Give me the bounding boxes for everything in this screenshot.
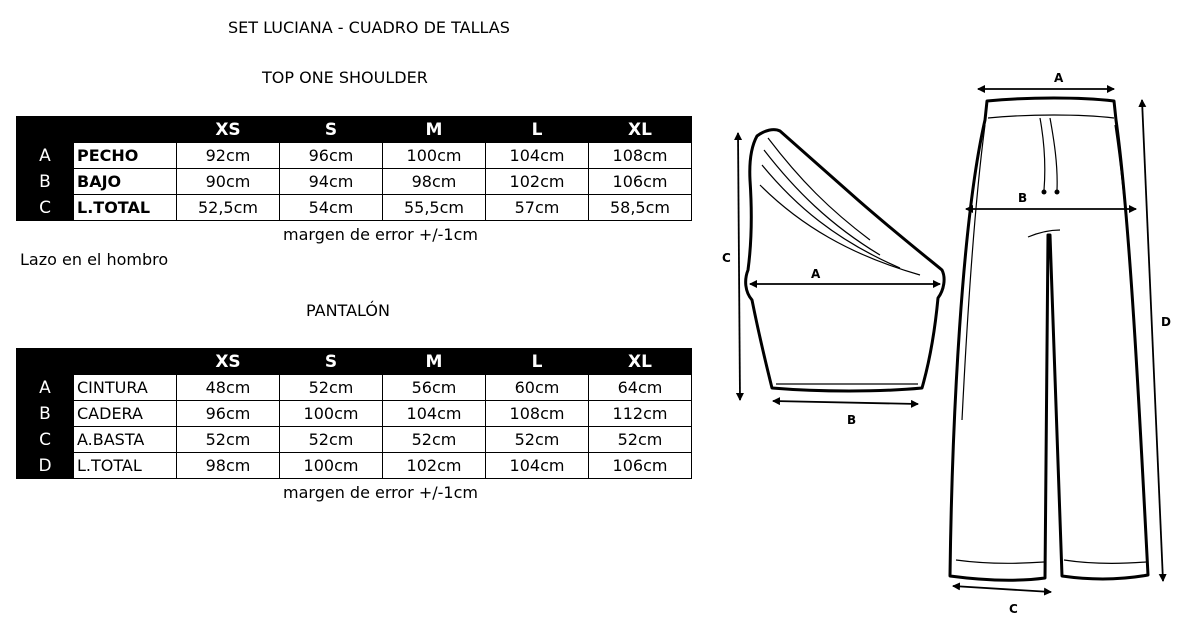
row-label: CINTURA — [74, 375, 177, 401]
pants-section-title: PANTALÓN — [306, 301, 390, 320]
pants-label-d: D — [1161, 315, 1171, 329]
page-title: SET LUCIANA - CUADRO DE TALLAS — [228, 18, 510, 37]
top-label-b: B — [847, 413, 857, 427]
table-cell: 108cm — [486, 401, 589, 427]
size-header: XS — [177, 117, 280, 143]
table-cell: 60cm — [486, 375, 589, 401]
pants-label-a: A — [1054, 71, 1064, 85]
table-cell: 54cm — [280, 195, 383, 221]
table-cell: 57cm — [486, 195, 589, 221]
top-outline — [746, 130, 944, 391]
table-cell: 100cm — [383, 143, 486, 169]
top-label-a: A — [811, 267, 821, 281]
size-header: S — [280, 349, 383, 375]
table-cell: 106cm — [589, 453, 692, 479]
table-cell: 64cm — [589, 375, 692, 401]
shoulder-bow-note: Lazo en el hombro — [20, 250, 169, 269]
table-cell: 104cm — [486, 143, 589, 169]
table-cell: 106cm — [589, 169, 692, 195]
row-letter: A — [17, 143, 74, 169]
top-drawing — [746, 130, 944, 391]
pants-label-b: B — [1018, 191, 1028, 205]
size-header: XL — [589, 117, 692, 143]
table-cell: 52cm — [383, 427, 486, 453]
row-letter: C — [17, 195, 74, 221]
table-cell: 102cm — [486, 169, 589, 195]
size-header: XL — [589, 349, 692, 375]
size-header: S — [280, 117, 383, 143]
top-error-margin: margen de error +/-1cm — [283, 225, 478, 244]
table-cell: 55,5cm — [383, 195, 486, 221]
table-cell: 52cm — [280, 375, 383, 401]
row-letter: B — [17, 169, 74, 195]
size-header: M — [383, 117, 486, 143]
row-letter: B — [17, 401, 74, 427]
table-cell: 52cm — [486, 427, 589, 453]
table-cell: 52cm — [177, 427, 280, 453]
table-cell: 98cm — [383, 169, 486, 195]
size-header: M — [383, 349, 486, 375]
size-header: L — [486, 349, 589, 375]
table-cell: 92cm — [177, 143, 280, 169]
row-letter: D — [17, 453, 74, 479]
top-label-c: C — [722, 251, 731, 265]
table-cell: 98cm — [177, 453, 280, 479]
pants-drawing — [950, 98, 1148, 580]
table-cell: 90cm — [177, 169, 280, 195]
pants-dim-c — [953, 586, 1051, 592]
row-letter: A — [17, 375, 74, 401]
table-cell: 52,5cm — [177, 195, 280, 221]
table-cell: 48cm — [177, 375, 280, 401]
row-label: BAJO — [74, 169, 177, 195]
top-section-title: TOP ONE SHOULDER — [262, 68, 428, 87]
table-cell: 104cm — [486, 453, 589, 479]
row-label: L.TOTAL — [74, 195, 177, 221]
top-dim-c — [738, 133, 740, 400]
size-header: L — [486, 117, 589, 143]
row-letter: C — [17, 427, 74, 453]
size-header: XS — [177, 349, 280, 375]
row-label: PECHO — [74, 143, 177, 169]
table-cell: 100cm — [280, 401, 383, 427]
pants-label-c: C — [1009, 602, 1018, 616]
row-label: L.TOTAL — [74, 453, 177, 479]
table-cell: 112cm — [589, 401, 692, 427]
table-cell: 52cm — [280, 427, 383, 453]
table-cell: 108cm — [589, 143, 692, 169]
row-label: CADERA — [74, 401, 177, 427]
top-dim-b — [773, 401, 918, 404]
table-cell: 96cm — [280, 143, 383, 169]
table-cell: 94cm — [280, 169, 383, 195]
table-cell: 96cm — [177, 401, 280, 427]
row-label: A.BASTA — [74, 427, 177, 453]
table-cell: 52cm — [589, 427, 692, 453]
pants-error-margin: margen de error +/-1cm — [283, 483, 478, 502]
table-cell: 56cm — [383, 375, 486, 401]
table-cell: 102cm — [383, 453, 486, 479]
table-cell: 104cm — [383, 401, 486, 427]
table-cell: 100cm — [280, 453, 383, 479]
table-cell: 58,5cm — [589, 195, 692, 221]
